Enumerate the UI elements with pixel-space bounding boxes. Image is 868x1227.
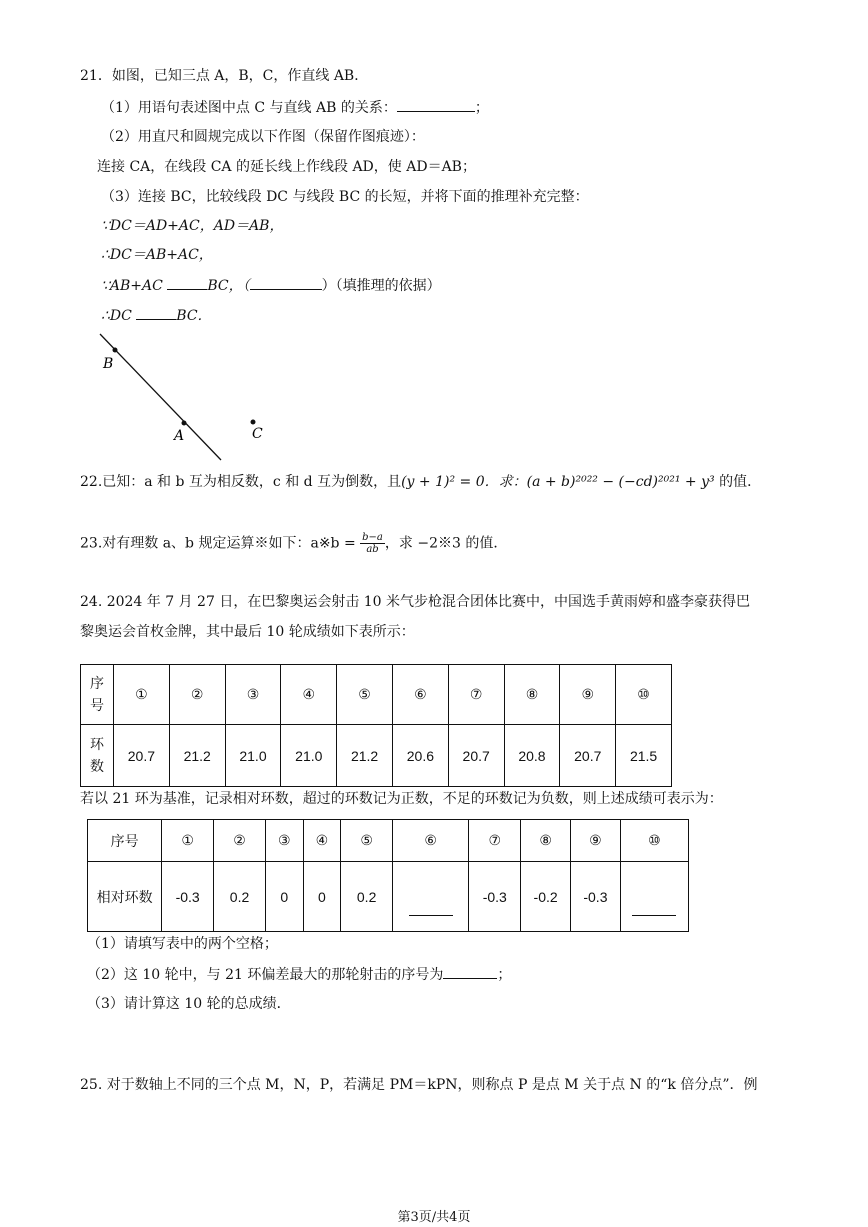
relative-value-9: -0.3 — [571, 862, 621, 932]
score-value-label — [81, 725, 114, 787]
q22-text: 22.已知：a 和 b 互为相反数，c 和 d 互为倒数，且 — [80, 474, 402, 490]
relative-row-label: 序号 — [88, 820, 162, 862]
relative-value-8: -0.2 — [521, 862, 571, 932]
q24-sub-2-text: （2）这 10 轮中，与 21 环偏差最大的那轮射击的序号为 — [87, 967, 444, 983]
score-table-row-label — [81, 665, 114, 725]
relative-table — [87, 819, 689, 932]
relative-header-10: ⑩ — [620, 820, 688, 862]
q24-mid-text: 若以 21 环为基准，记录相对环数，超过的环数记为正数，不足的环数记为负数，则上述成绩可表示为： — [80, 791, 723, 807]
q22-expression: (a + b)²⁰²² − (−cd)²⁰²¹ + y³ — [526, 474, 715, 490]
score-value-10: 21.5 — [616, 725, 672, 787]
relative-value-5: 0.2 — [341, 862, 393, 932]
score-header-7: ⑦ — [448, 665, 504, 725]
relative-value-label: 相对环数 — [88, 862, 162, 932]
relative-value-4: 0 — [303, 862, 341, 932]
relative-header-1: ① — [162, 820, 214, 862]
q21-title: 21．如图，已知三点 A，B，C，作直线 AB． — [80, 68, 369, 84]
score-header-2: ② — [169, 665, 225, 725]
q24-sub-3: （3）请计算这 10 轮的总成绩． — [87, 996, 291, 1012]
score-value-9: 20.7 — [560, 725, 616, 787]
q21-figure — [90, 330, 280, 465]
q24-sub-1: （1）请填写表中的两个空格； — [87, 936, 278, 952]
score-value-3: 21.0 — [225, 725, 281, 787]
relative-value-3: 0 — [265, 862, 303, 932]
point-c — [251, 420, 256, 425]
relative-value-6-blank[interactable] — [409, 901, 453, 916]
score-label-a: 序 — [90, 675, 104, 692]
score-header-4: ④ — [281, 665, 337, 725]
score-header-3: ③ — [225, 665, 281, 725]
label-c: C — [252, 426, 263, 442]
q21-part1 — [101, 97, 489, 118]
score-header-10: ⑩ — [616, 665, 672, 725]
q22-equation: (y + 1)² = 0．求： — [401, 474, 527, 490]
q21-reason-4-pre: ∴DC — [101, 308, 137, 324]
q21-reason-4-post: BC． — [176, 308, 212, 324]
q21-part1-end: ； — [474, 100, 489, 116]
score-value-7: 20.7 — [448, 725, 504, 787]
relative-header-8: ⑧ — [521, 820, 571, 862]
q21-basis-blank[interactable] — [250, 275, 322, 290]
relative-header-3: ③ — [265, 820, 303, 862]
label-b: B — [103, 356, 114, 372]
relative-header-9: ⑨ — [571, 820, 621, 862]
page-footer: 第3页/共4页 — [397, 1210, 471, 1225]
score-value-2: 21.2 — [169, 725, 225, 787]
point-b — [113, 348, 118, 353]
q21-reason-1: ∵DC＝AD+AC，AD＝AB， — [101, 218, 284, 234]
score-header-9: ⑨ — [560, 665, 616, 725]
q23-text: 23.对有理数 a、b 规定运算※如下：a※b = — [80, 535, 361, 552]
relative-header-7: ⑦ — [469, 820, 521, 862]
value-label-a: 环 — [90, 736, 104, 753]
score-value-1: 20.7 — [114, 725, 170, 787]
relative-value-1: -0.3 — [162, 862, 214, 932]
relative-value-2: 0.2 — [214, 862, 266, 932]
relative-header-2: ② — [214, 820, 266, 862]
q21-compare-blank[interactable] — [167, 275, 207, 290]
q24-intro-2: 黎奥运会首枚金牌，其中最后 10 轮成绩如下表所示： — [80, 624, 415, 640]
q21-part2-detail: 连接 CA，在线段 CA 的延长线上作线段 AD，使 AD＝AB； — [97, 159, 476, 175]
score-header-5: ⑤ — [337, 665, 393, 725]
label-a: A — [174, 428, 185, 444]
relative-header-6: ⑥ — [393, 820, 469, 862]
q21-reason-3 — [101, 275, 441, 296]
relative-header-4: ④ — [303, 820, 341, 862]
q25-text: 25. 对于数轴上不同的三个点 M，N，P，若满足 PM＝kPN，则称点 P 是点 M 关于点 N 的“k 倍分点”．例 — [80, 1077, 758, 1093]
q23-numerator: b−a — [362, 532, 383, 543]
q23-denominator: ab — [366, 544, 379, 555]
score-value-5: 21.2 — [337, 725, 393, 787]
q22 — [80, 472, 761, 492]
score-header-1: ① — [114, 665, 170, 725]
score-value-8: 20.8 — [504, 725, 560, 787]
score-value-4: 21.0 — [281, 725, 337, 787]
relative-header-5: ⑤ — [341, 820, 393, 862]
q22-text-end: 的值． — [714, 474, 762, 490]
q23-text-end: ，求 −2※3 的值． — [384, 535, 508, 552]
point-a — [182, 421, 187, 426]
q21-reason-2: ∴DC＝AB+AC， — [101, 247, 213, 263]
score-table-header-row — [81, 665, 672, 725]
q21-part3: （3）连接 BC，比较线段 DC 与线段 BC 的长短，并将下面的推理补充完整： — [101, 189, 589, 205]
q21-part2: （2）用直尺和圆规完成以下作图（保留作图痕迹）： — [101, 129, 425, 145]
score-header-8: ⑧ — [504, 665, 560, 725]
q24-sub-2-blank[interactable] — [443, 964, 497, 979]
q24-sub-2-end: ； — [497, 967, 512, 983]
q23-fraction — [360, 532, 385, 555]
score-header-6: ⑥ — [392, 665, 448, 725]
relative-value-10-blank[interactable] — [632, 901, 676, 916]
relative-table-value-row — [88, 862, 689, 932]
score-label-b: 号 — [90, 697, 104, 714]
q21-reason-3-post: ）（填推理的依据） — [321, 278, 441, 294]
value-label-b: 数 — [90, 758, 104, 775]
score-table-value-row — [81, 725, 672, 787]
q21-reason-4 — [101, 305, 212, 326]
line-ab — [100, 334, 221, 460]
q23 — [80, 532, 507, 555]
relative-value-7: -0.3 — [469, 862, 521, 932]
score-value-6: 20.6 — [392, 725, 448, 787]
relative-table-header-row — [88, 820, 689, 862]
q21-part1-blank[interactable] — [397, 97, 475, 112]
q21-part1-text: （1）用语句表述图中点 C 与直线 AB 的关系： — [101, 100, 397, 116]
q21-reason-3-mid: BC，（ — [207, 278, 250, 294]
q24-intro-1: 24. 2024 年 7 月 27 日，在巴黎奥运会射击 10 米气步枪混合团体比赛中，中国选手黄雨婷和盛李豪获得巴 — [80, 594, 751, 610]
relative-value-6-cell — [393, 862, 469, 932]
score-table — [80, 664, 672, 787]
q24-sub-2 — [87, 964, 511, 985]
q21-conclusion-blank[interactable] — [136, 305, 176, 320]
relative-value-10-cell — [620, 862, 688, 932]
q21-reason-3-pre: ∵AB+AC — [101, 278, 168, 294]
